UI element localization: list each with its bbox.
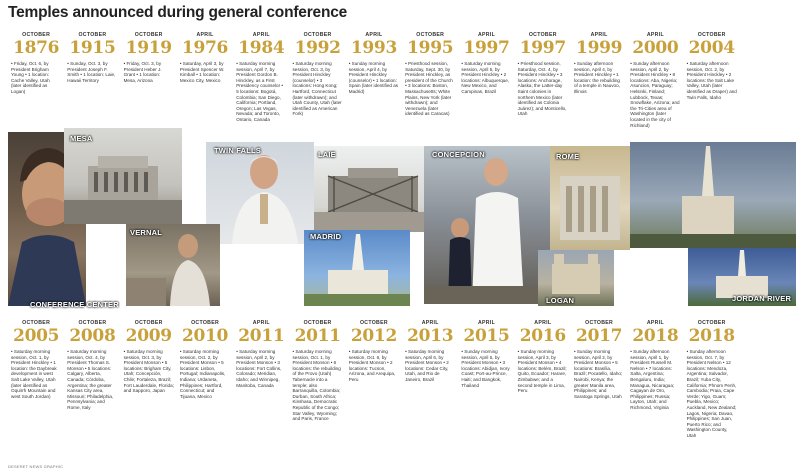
photo-collage	[8, 120, 796, 316]
entry-year: 1984	[238, 38, 285, 58]
entry-month: OCTOBER	[191, 320, 220, 326]
entry-month: APRIL	[252, 32, 270, 38]
entry-year: 1915	[69, 38, 116, 58]
entry-year: 1876	[13, 38, 60, 58]
entry-year: 2012	[350, 326, 397, 346]
timeline-entry	[289, 320, 345, 439]
label-conference-center: CONFERENCE CENTER	[30, 300, 119, 309]
entry-month: OCTOBER	[78, 320, 107, 326]
entry-month: OCTOBER	[416, 32, 445, 38]
entry-description: • Saturday morning session, Oct. 3, by President Hinckley (counselor) • 3 locations: Hong Kong; Hartford, Connecticut (later withdrawn); and Utah County, Utah (later identified as American Fork)	[292, 61, 342, 117]
speaker-figure	[206, 142, 314, 244]
entry-month: APRIL	[477, 320, 496, 326]
entry-description: • Saturday afternoon session, Oct. 2, by President Hinckley • 2 locations: the Salt Lake Valley, Utah (later identified as Draper) and Twin Falls, Idaho	[686, 61, 737, 100]
entry-month: OCTOBER	[303, 32, 332, 38]
timeline-entry	[571, 32, 627, 128]
madrid-temple-shape	[304, 230, 410, 306]
entry-year: 1976	[181, 38, 229, 58]
entry-year: 2018	[688, 326, 735, 346]
timeline-entry	[121, 32, 177, 128]
timeline-entry	[515, 320, 571, 439]
label-logan: LOGAN	[546, 296, 575, 305]
photo-twin-falls	[206, 142, 314, 244]
entry-year: 2008	[69, 326, 116, 346]
timeline-entry	[402, 320, 458, 439]
label-rome: ROME	[556, 152, 580, 161]
entry-description: • Saturday, April 3, by President Spencer W. Kimball • 1 location: Mexico City, Mexico	[179, 61, 225, 83]
timeline-entry	[571, 320, 627, 439]
timeline-entry	[233, 320, 289, 439]
entry-year: 2018	[632, 326, 679, 346]
entry-year: 2004	[688, 38, 735, 58]
entry-description: • Sunday morning session, April 2, by President Monson • 5 locations: Brasília, Brazil; Pocatello, Idaho; Nairobi, Kenya; the greater Manila area, Philippines; and Saratoga Springs, Utah	[573, 349, 623, 399]
entry-description: • Saturday morning session, Oct. 4, by President Thomas S. Monson • 5 locations: Calgary, Alberta, Canada; Córdoba, Argentina; the greater Kansas City area, Missouri; Philadelphia, Pennsylvania; and Rome, Italy	[67, 349, 114, 410]
entry-month: APRIL	[196, 32, 214, 38]
entry-year: 2010	[181, 326, 229, 346]
timeline-entry	[177, 32, 233, 128]
entry-description: • Priesthood session, Saturday, Oct. 4, by President Hinckley • 3 locations: Anchorage, Alaska; the Latter-day Saint colonies in northern Mexico (later identified as Colonia Juárez); and Monticello, Utah	[517, 61, 567, 117]
entry-description: • Priesthood session, Saturday, Sept. 30, by President Hinckley, as president of the Church • 3 locations: Boston, Massachusetts; White Plains, New York (later withdrawn); and Venezuela (later identified as Caracas)	[405, 61, 453, 117]
photo-madrid	[304, 230, 410, 306]
entry-month: OCTOBER	[134, 320, 163, 326]
entry-month: OCTOBER	[528, 32, 557, 38]
entry-year: 2000	[632, 38, 679, 58]
timeline-entry	[64, 32, 120, 128]
timeline-entry	[8, 320, 64, 439]
entry-description: • Saturday morning session, Oct. 6, by President Monson • 2 locations: Tucson, Arizona, and Arequipa, Peru	[348, 349, 396, 382]
entry-month: OCTOBER	[22, 32, 51, 38]
entry-description: • Friday, Oct. 3, by President Heber J. Grant • 1 location: Mesa, Arizona	[123, 61, 162, 83]
entry-description: • Saturday morning session, April 7, by President Gordon B. Hinckley, as a First Presidency counselor • 5 locations: Bogotá, Colombia; San Diego, California; Portland, Oregon; Las Vegas, Nevada; and Toronto, Ontario, Canada	[236, 61, 283, 122]
label-mesa: MESA	[70, 134, 93, 143]
entry-description: • Sunday morning session, April 4, by President Hinckley (counselor) • 1 location: Spain (later identified as Madrid)	[348, 61, 399, 94]
entry-month: APRIL	[477, 32, 496, 38]
entry-month: OCTOBER	[697, 32, 726, 38]
entry-description: • Saturday morning session, Oct. 3, by President Monson • 5 locations: Brigham City, Utah; Concepción, Chile; Fortaleza, Brazil; Fort Lauderdale, Florida; and Sapporo, Japan	[123, 349, 174, 394]
page-title: Temples announced during general conference	[8, 4, 348, 21]
entry-month: APRIL	[421, 320, 439, 326]
timeline-entry	[627, 32, 683, 128]
timeline-bottom-row	[8, 320, 796, 439]
entry-description: • Friday, Oct. 6, by President Brigham Young • 1 location: Cache Valley, Utah (later identified as Logan)	[11, 61, 50, 94]
timeline-entry	[233, 32, 289, 128]
timeline-entry	[684, 32, 740, 128]
photo-rome	[550, 146, 630, 250]
entry-description: • Saturday morning session, April 6, by President Monson • 2 locations: Cedar City, Utah, and Rio de Janeiro, Brazil	[405, 349, 449, 382]
timeline-entry	[177, 320, 233, 439]
timeline-entry	[402, 32, 458, 128]
timeline-entry	[289, 32, 345, 128]
timeline-entry	[515, 32, 571, 128]
entry-month: APRIL	[646, 320, 664, 326]
entry-year: 1992	[294, 38, 341, 58]
entry-description: • Sunday afternoon session, Oct. 7, by President Nelson • 12 locations: Mendoza, Argentina; Salvador, Brazil; Yuba City, California; Phnom Penh, Cambodia; Praia, Cape Verde; Yigo, Guam; Puebla, Mexico; Auckland, New Zealand; Lagos, Nigeria; Davao, Philippines; San Juan, Puerto Rico; and Washington County, Utah	[686, 349, 737, 438]
timeline-entry	[346, 320, 402, 439]
photo-concepcion	[424, 146, 554, 304]
entry-month: APRIL	[646, 32, 664, 38]
entry-description: • Sunday morning session, April 5, by President Monson • 3 locations: Abidjan, Ivory Coast; Port-au-Prince, Haiti; and Bangkok, Thailand	[461, 349, 510, 388]
label-vernal: VERNAL	[130, 228, 163, 237]
entry-year: 1919	[125, 38, 172, 58]
entry-month: OCTOBER	[134, 32, 163, 38]
entry-year: 2011	[238, 326, 285, 346]
entry-month: OCTOBER	[359, 320, 388, 326]
entry-description: • Sunday afternoon session, April 4, by President Hinckley • 1 location: the rebuilding of a temple in Nauvoo, Illinois	[573, 61, 620, 94]
label-jordan-river: JORDAN RIVER	[732, 294, 792, 303]
entry-description: • Saturday morning session, April 5, by President Hinckley • 2 locations: Albuquerque, New Mexico, and Campinas, Brazil	[461, 61, 510, 94]
concepcion-figures	[424, 146, 554, 304]
credit-line: DESERET NEWS GRAPHIC	[8, 464, 64, 469]
timeline-top-row	[8, 32, 796, 128]
timeline-entry	[121, 320, 177, 439]
entry-year: 1997	[519, 38, 566, 58]
timeline-entry	[684, 320, 740, 439]
entry-year: 1993	[350, 38, 397, 58]
entry-month: OCTOBER	[585, 320, 614, 326]
timeline-entry	[346, 32, 402, 128]
entry-month: OCTOBER	[697, 320, 726, 326]
entry-year: 2015	[463, 326, 510, 346]
timeline-entry	[458, 32, 514, 128]
entry-description: • Saturday morning session, April 2, by President Monson • 3 locations: Fort Collins, Colorado; Meridian, Idaho; and Winnipeg, Manitoba, Canada	[236, 349, 282, 388]
entry-year: 2009	[125, 326, 172, 346]
entry-month: APRIL	[534, 320, 552, 326]
rome-temple-shape	[550, 146, 630, 250]
entry-year: 2013	[407, 326, 454, 346]
photo-spire-temple	[630, 142, 796, 248]
entry-description: • Sunday, Oct. 3, by President Joseph F. Smith • 1 location: Laie, Hawaii Territory	[67, 61, 116, 83]
label-madrid: MADRID	[310, 232, 342, 241]
entry-year: 1995	[407, 38, 454, 58]
entry-year: 2011	[294, 326, 341, 346]
entry-year: 1999	[576, 38, 623, 58]
entry-year: 2016	[519, 326, 566, 346]
entry-year: 2017	[576, 326, 623, 346]
entry-year: 2005	[13, 326, 60, 346]
entry-description: • Saturday morning session, Oct. 1, by President Hinckley • 1 location: the Daybreak development in west Salt Lake Valley, Utah (later identified as Oquirrh Mountain and west South Jordan)	[11, 349, 57, 399]
timeline-entry	[627, 320, 683, 439]
entry-month: APRIL	[590, 32, 608, 38]
entry-description: • Saturday morning session, Oct. 2, by President Monson • 5 locations: Lisbon, Portugal; Indianapolis, Indiana; Urdaneta, Philippines; Hartford, Connecticut; and Tijuana, Mexico	[179, 349, 226, 399]
entry-month: OCTOBER	[303, 320, 332, 326]
entry-description: • Saturday morning session, Oct. 1, by President Monson • 6 locations: the rebuilding of the Provo (Utah) Tabernacle into a temple; also Barranquilla, Colombia; Durban, South Africa; Kinshasa, Democratic Republic of the Congo; Star Valley, Wyoming; and Paris, France	[292, 349, 341, 422]
entry-description: • Sunday afternoon session, April 2, by President Hinckley • 8 locations: Aba, Nigeria; Asuncion, Paraguay; Helsinki, Finland; Lubbock, Texas; Snowflake, Arizona; and the Tri-Cities area of Washington (later located in the city of Richland)	[630, 61, 680, 128]
spire-temple-shape	[630, 142, 796, 248]
label-concepcion: CONCEPCION	[432, 150, 485, 159]
label-twin-falls: TWIN FALLS	[214, 146, 261, 155]
entry-month: APRIL	[365, 32, 383, 38]
entry-month: OCTOBER	[22, 320, 51, 326]
entry-description: • Sunday morning session, April 3, by President Monson • 4 locations: Belém, Brazil; Quito, Ecuador; Harare, Zimbabwe; and a second temple in Lima, Peru	[517, 349, 567, 394]
timeline-entry	[64, 320, 120, 439]
entry-month: APRIL	[252, 320, 270, 326]
entry-description: • Sunday afternoon session, April 1, by President Russell M. Nelson • 7 locations: Salta, Argentina; Bengaluru, India; Managua, Nicaragua; Cagayan de Oro, Philippines; Russia; Layton, Utah; and Richmond, Virginia	[630, 349, 675, 410]
label-laie: LAIE	[318, 150, 336, 159]
entry-year: 1997	[463, 38, 510, 58]
timeline-entry	[8, 32, 64, 128]
timeline-entry	[458, 320, 514, 439]
entry-month: OCTOBER	[78, 32, 107, 38]
